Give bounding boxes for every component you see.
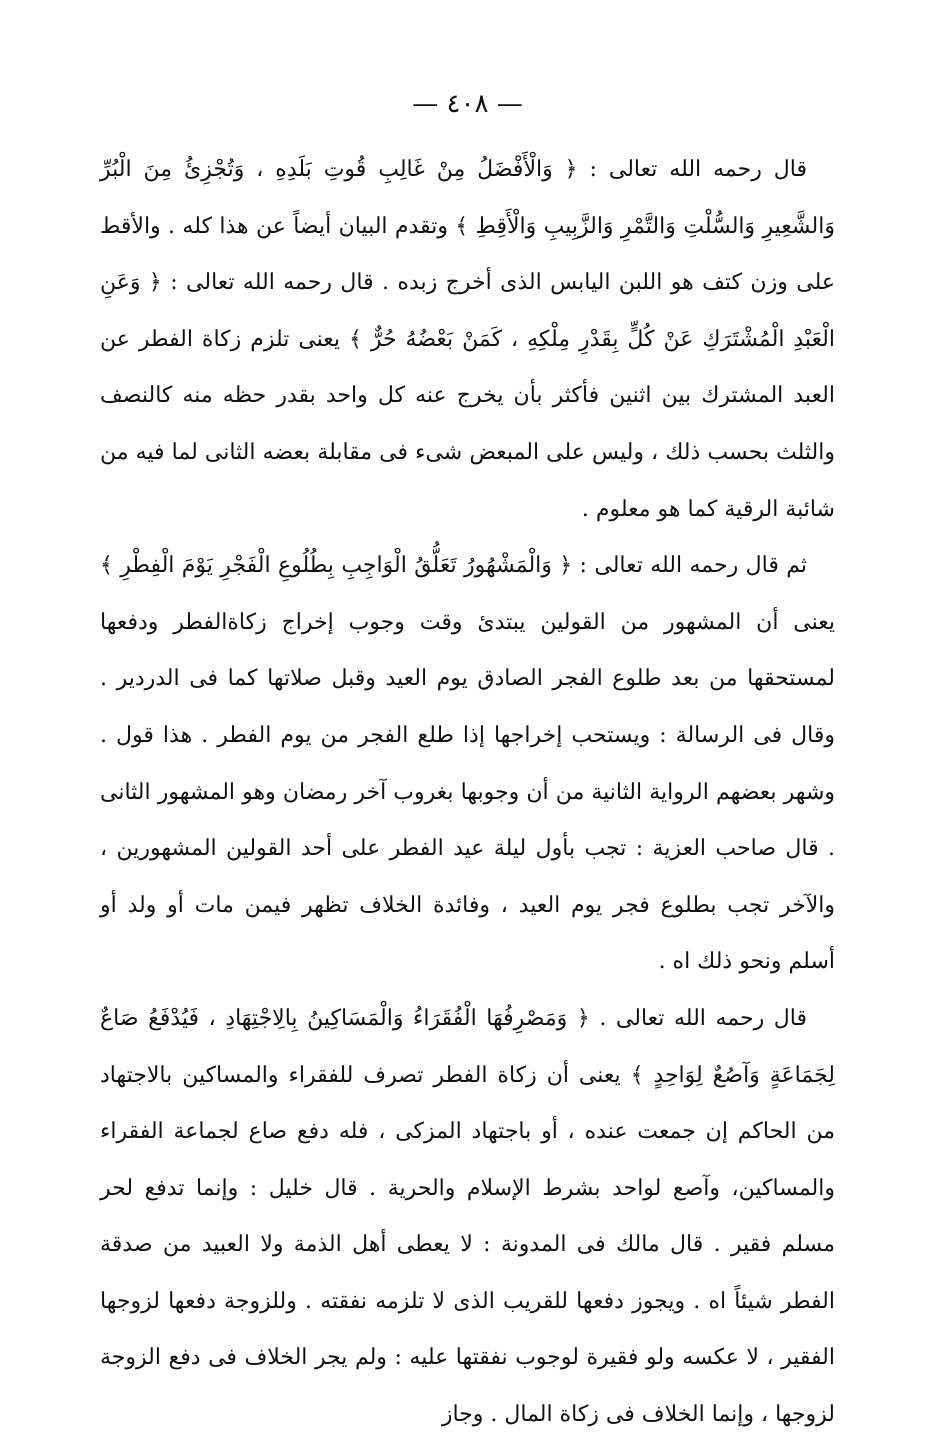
paragraph-3: قال رحمه الله تعالى . ﴿ وَمَصْرِفُهَا الْفُقَرَاءُ وَالْمَسَاكِينُ بِالِاجْتِهَادِ ، فَيُدْفَعُ صَاعٌ لِجَمَاعَةٍ وَآصُعٌ لِوَاحِدٍ ﴾ يعنى أن زكاة الفطر تصرف للفقراء والمساكين بالاجتهاد من الحاكم إن جمعت عنده ، أو باجتهاد المزكى ، فله دفع صاع لجماعة الفقراء والمساكين، وآصع لواحد بشرط الإسلام والحرية . قال خليل : وإنما تدفع لحر مسلم فقير . قال مالك فى المدونة : لا يعطى أهل الذمة ولا العبيد من صدقة الفطر شيئاً اه . ويجوز دفعها للقريب الذى لا تلزمه نفقته . وللزوجة دفعها لزوجها الفقير ، لا عكسه ولو فقيرة لوجوب نفقتها عليه : ولم يجر الخلاف فى دفع الزوجة لزوجها ، وإنما الخلاف فى زكاة المال . وجاز xyxy=(100,1005,835,1428)
paragraph-1: قال رحمه الله تعالى : ﴿ وَالْأَفْضَلُ مِنْ غَالِبِ قُوتِ بَلَدِهِ ، وَتُجْزِئُ مِنَ الْبُرِّ وَالشَّعِيرِ وَالسُّلْتِ وَالتَّمْرِ وَالزَّبِيبِ وَالْأَقِطِ ﴾ وتقدم البيان أيضاً عن هذا كله . والأقط على وزن كتف هو اللبن اليابس الذى أخرج زبده . قال رحمه الله تعالى : ﴿ وَعَنِ الْعَبْدِ الْمُشْتَرَكِ عَنْ كُلٍّ بِقَدْرِ مِلْكِهِ ، كَمَنْ بَعْضُهُ حُرٌّ ﴾ يعنى تلزم زكاة الفطر عن العبد المشترك بين اثنين فأكثر بأن يخرج عنه كل واحد بقدر حظه منه كالنصف والثلث بحسب ذلك ، وليس على المبعض شىء فى مقابلة بعضه الثانى لما فيه من شائبة الرقية كما هو معلوم . xyxy=(100,157,835,522)
document-page xyxy=(100,84,835,1444)
paragraph-2: ثم قال رحمه الله تعالى : ﴿ وَالْمَشْهُورُ تَعَلُّقُ الْوَاجِبِ بِطُلُوعِ الْفَجْرِ يَوْمَ الْفِطْرِ ﴾ يعنى أن المشهور من القولين يبتدئ وقت وجوب إخراج زكاةالفطر ودفعها لمستحقها من بعد طلوع الفجر الصادق يوم العيد وقبل صلاتها كما فى الدردير . وقال فى الرسالة : ويستحب إخراجها إذا طلع الفجر من يوم الفطر . هذا قول . وشهر بعضهم الرواية الثانية من أن وجوبها بغروب آخر رمضان وهو المشهور الثانى . قال صاحب العزية : تجب بأول ليلة عيد الفطر على أحد القولين المشهورين ، والآخر تجب بطلوع فجر يوم العيد ، وفائدة الخلاف تظهر فيمن مات أو ولد أو أسلم ونحو ذلك اه . xyxy=(100,553,835,975)
page-number: — ٤٠٨ — xyxy=(412,89,523,119)
